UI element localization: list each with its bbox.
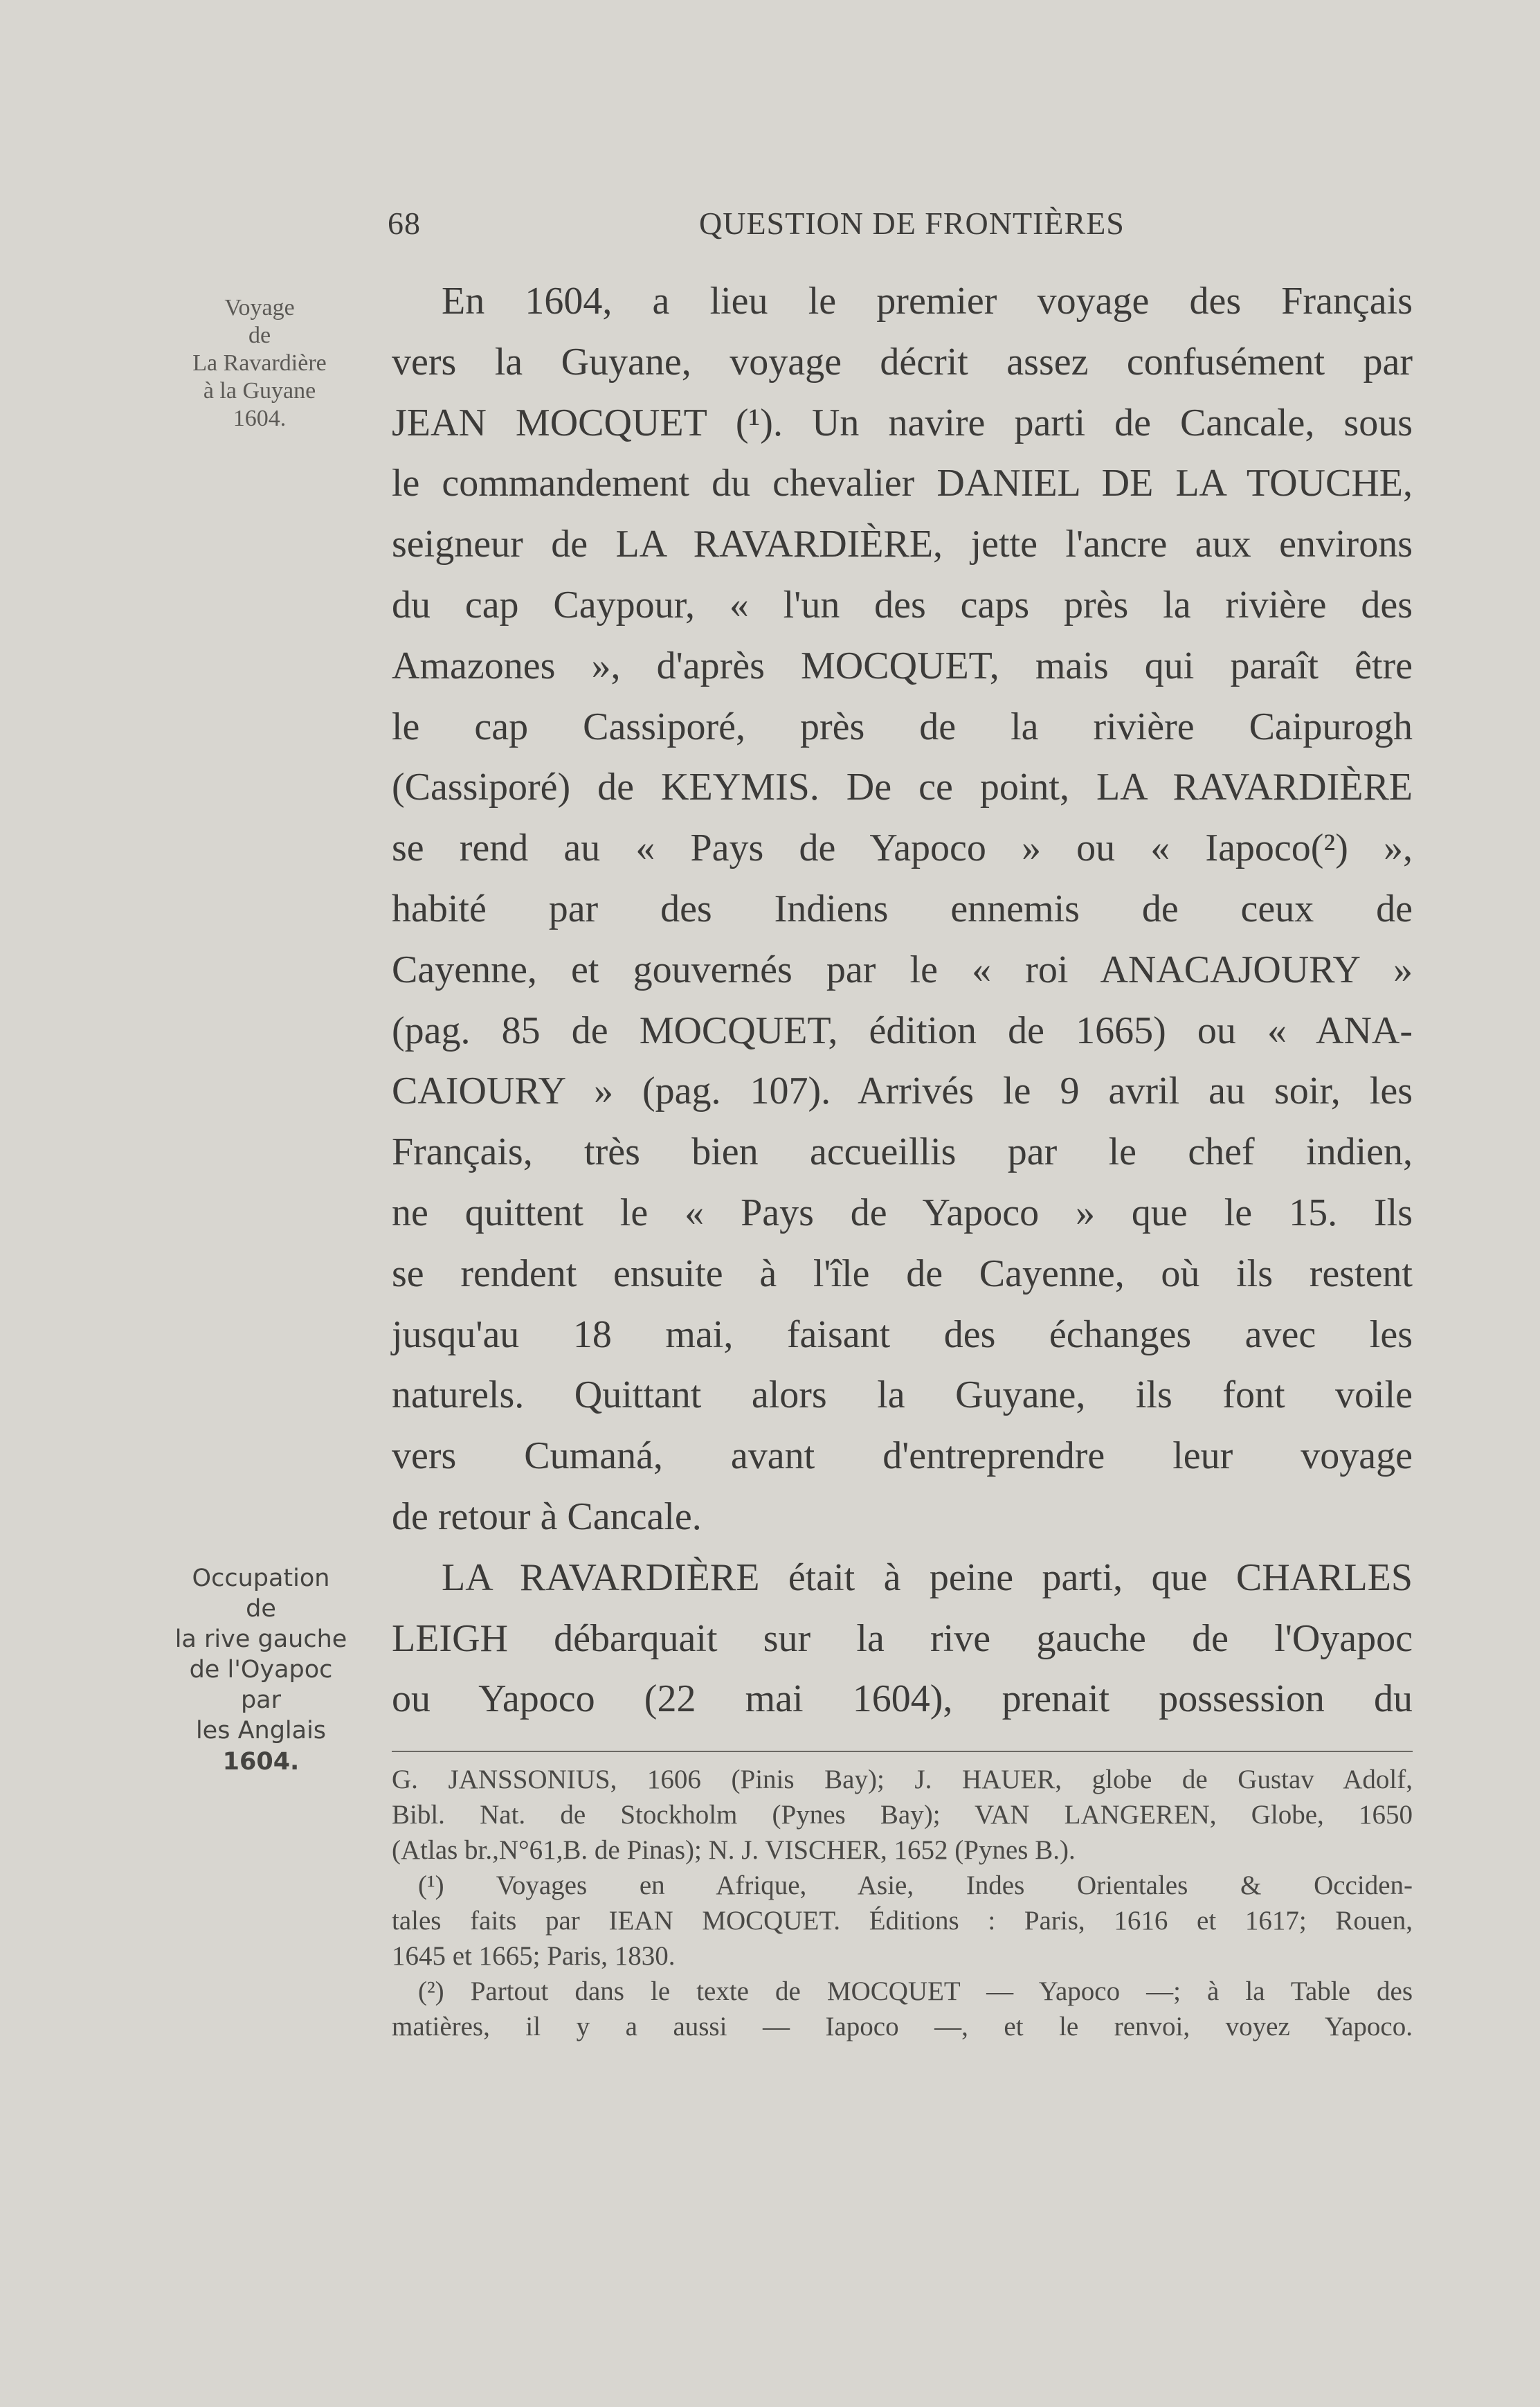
running-title: QUESTION DE FRONTIÈRES xyxy=(699,206,1125,241)
body-line: ne quittent le « Pays de Yapoco » que le 15. Ils xyxy=(392,1191,1413,1234)
body-line: se rendent ensuite à l'île de Cayenne, où ils restent xyxy=(392,1252,1413,1295)
body-line: vers Cumaná, avant d'entreprendre leur voyage xyxy=(392,1434,1413,1478)
body-line: jusqu'au 18 mai, faisant des échanges avec les xyxy=(392,1313,1413,1356)
body-line: ou Yapoco (22 mai 1604), prenait possession du xyxy=(392,1677,1413,1721)
body-line: LA RAVARDIÈRE était à peine parti, que CHARLES xyxy=(442,1556,1413,1599)
footnote-line: (²) Partout dans le texte de MOCQUET — Yapoco —; à la Table des xyxy=(418,1976,1413,2006)
body-line: JEAN MOCQUET (¹). Un navire parti de Cancale, sous xyxy=(392,401,1413,444)
margin-note-line: de l'Oyapoc xyxy=(189,1656,333,1684)
margin-note-line: La Ravardière xyxy=(192,350,327,377)
margin-note-voyage xyxy=(159,294,360,433)
margin-note-line: de xyxy=(246,1595,276,1623)
footnote-line: matières, il y a aussi — Iapoco —, et le renvoi, voyez Yapoco. xyxy=(392,2012,1413,2041)
body-line: vers la Guyane, voyage décrit assez confusément par xyxy=(392,340,1413,384)
margin-note-line: 1604. xyxy=(233,406,287,432)
body-line: le cap Cassiporé, près de la rivière Caipurogh xyxy=(392,705,1413,748)
margin-note-line: Voyage xyxy=(224,295,295,321)
margin-note-line: de xyxy=(248,323,271,349)
body-line: habité par des Indiens ennemis de ceux de xyxy=(392,887,1413,930)
body-line: (Cassiporé) de KEYMIS. De ce point, LA RAVARDIÈRE xyxy=(392,766,1413,809)
body-line: de retour à Cancale. xyxy=(392,1495,702,1538)
footnote-line: 1645 et 1665; Paris, 1830. xyxy=(392,1941,676,1971)
margin-note-line: les Anglais xyxy=(195,1717,327,1745)
body-line: Cayenne, et gouvernés par le « roi ANACAJOURY » xyxy=(392,948,1413,991)
body-line: CAIOURY » (pag. 107). Arrivés le 9 avril au soir, les xyxy=(392,1070,1413,1113)
body-text xyxy=(392,271,1413,1730)
body-line: Amazones », d'après MOCQUET, mais qui paraît être xyxy=(392,644,1413,687)
body-line: Français, très bien accueillis par le chef indien, xyxy=(392,1130,1413,1174)
margin-note-line: la rive gauche xyxy=(174,1625,347,1654)
footnote-divider xyxy=(392,1751,1413,1752)
body-line: se rend au « Pays de Yapoco » ou « Iapoco(²) », xyxy=(392,827,1413,870)
margin-note-occupation xyxy=(154,1563,368,1777)
page-number: 68 xyxy=(388,206,421,241)
margin-note-line: Occupation xyxy=(192,1565,330,1592)
footnotes xyxy=(392,1762,1413,2044)
body-line: LEIGH débarquait sur la rive gauche de l'Oyapoc xyxy=(392,1616,1413,1660)
body-line: du cap Caypour, « l'un des caps près la rivière des xyxy=(392,583,1413,626)
footnote-line: Bibl. Nat. de Stockholm (Pynes Bay); VAN LANGEREN, Globe, 1650 xyxy=(392,1800,1413,1830)
footnote-line: G. JANSSONIUS, 1606 (Pinis Bay); J. HAUER, globe de Gustav Adolf, xyxy=(392,1765,1413,1794)
body-line: le commandement du chevalier DANIEL DE LA TOUCHE, xyxy=(392,462,1413,505)
footnote-line: tales faits par IEAN MOCQUET. Éditions : Paris, 1616 et 1617; Rouen, xyxy=(392,1906,1413,1936)
body-line: seigneur de LA RAVARDIÈRE, jette l'ancre aux environs xyxy=(392,523,1413,566)
margin-note-line: par xyxy=(240,1686,282,1715)
margin-note-line: à la Guyane xyxy=(203,378,316,404)
body-line: (pag. 85 de MOCQUET, édition de 1665) ou « ANA- xyxy=(392,1009,1413,1052)
body-line: naturels. Quittant alors la Guyane, ils font voile xyxy=(392,1373,1413,1417)
margin-note-line: 1604. xyxy=(222,1747,300,1776)
page-header xyxy=(388,205,1412,246)
footnote-line: (Atlas br.,N°61,B. de Pinas); N. J. VISCHER, 1652 (Pynes B.). xyxy=(392,1835,1076,1865)
body-line: En 1604, a lieu le premier voyage des Français xyxy=(442,280,1413,323)
footnote-line: (¹) Voyages en Afrique, Asie, Indes Orientales & Occiden- xyxy=(418,1870,1413,1900)
